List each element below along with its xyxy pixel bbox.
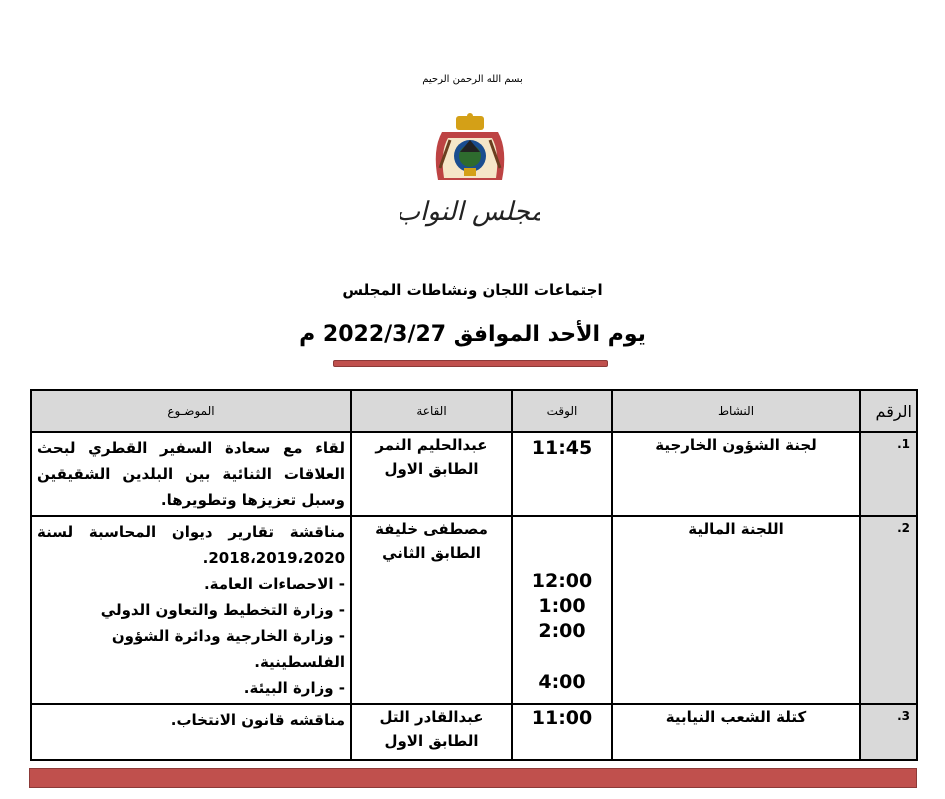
row-time: 11:45 <box>512 432 612 516</box>
row-number: 2. <box>860 516 917 704</box>
row-number: 3. <box>860 704 917 760</box>
topic-item: - وزارة الخارجية ودائرة الشؤون الفلسطينية. <box>111 627 345 671</box>
header-number: الرقم <box>860 390 917 432</box>
page-title: اجتماعات اللجان ونشاطات المجلس <box>342 281 603 299</box>
row-number: 1. <box>860 432 917 516</box>
basmala: بسم الله الرحمن الرحيم <box>422 74 523 85</box>
date-title: يوم الأحد الموافق 2022/3/27 م <box>299 322 646 347</box>
row-activity: كتلة الشعب النيابية <box>612 704 860 760</box>
row-topic: مناقشة تقارير ديوان المحاسبة لسنة 2018،2019،2020. - الاحصاءات العامة. - وزارة التخطيط والتعاون الدولي - وزارة الخارجية ودائرة الشؤون الفلسطينية. - وزارة البيئة. <box>31 516 351 704</box>
table-row <box>31 516 917 704</box>
date-underline <box>333 360 608 367</box>
row-time: 11:00 <box>512 704 612 760</box>
topic-item: - وزارة البيئة. <box>243 679 345 697</box>
table-row <box>31 704 917 760</box>
header-time: الوقت <box>512 390 612 432</box>
topic-item: - الاحصاءات العامة. <box>203 575 345 593</box>
schedule-table <box>30 389 918 761</box>
table-row <box>31 432 917 516</box>
parliament-logo <box>400 190 540 230</box>
row-hall: عبدالحليم النمر الطابق الاول <box>351 432 512 516</box>
row-activity: اللجنة المالية <box>612 516 860 704</box>
row-topic: لقاء مع سعادة السفير القطري لبحث العلاقات الثنائية بين البلدين الشقيقين وسبل تعزيزها وتطويرها. <box>31 432 351 516</box>
coat-of-arms-icon <box>430 110 510 190</box>
header-activity: النشاط <box>612 390 860 432</box>
row-hall: عبدالقادر التل الطابق الاول <box>351 704 512 760</box>
header-topic: الموضـوع <box>31 390 351 432</box>
row-time: 12:00 1:00 2:00 4:00 <box>512 516 612 704</box>
row-topic: مناقشه قانون الانتخاب. <box>31 704 351 760</box>
row-activity: لجنة الشؤون الخارجية <box>612 432 860 516</box>
svg-text:مجلس النواب: مجلس النواب <box>400 197 540 227</box>
topic-item: - وزارة التخطيط والتعاون الدولي <box>100 601 345 619</box>
table-header-row <box>31 390 917 432</box>
row-hall: مصطفى خليفة الطابق الثاني <box>351 516 512 704</box>
header-hall: القاعة <box>351 390 512 432</box>
footer-bar <box>29 768 917 788</box>
